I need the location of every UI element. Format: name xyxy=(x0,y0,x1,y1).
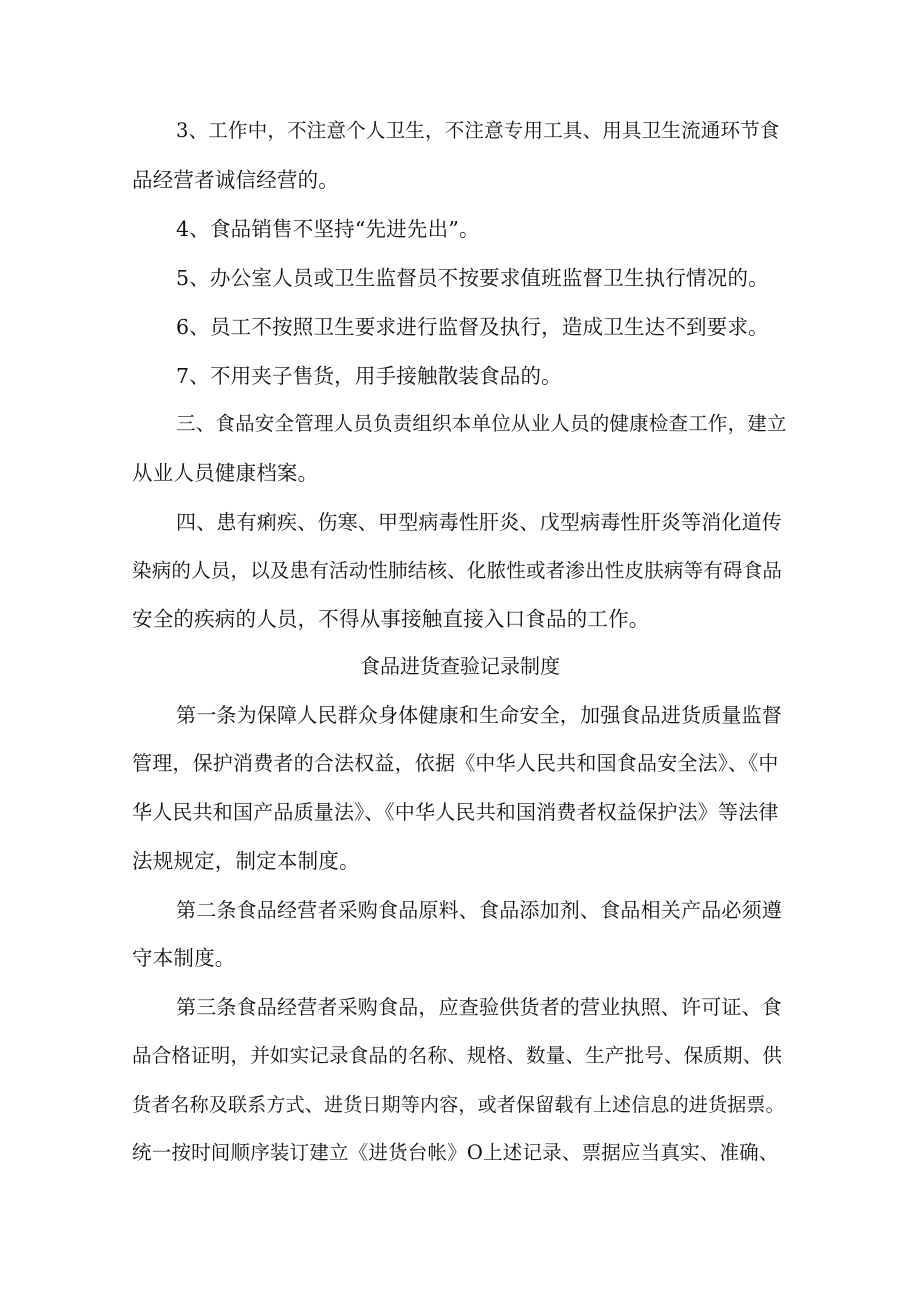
paragraph-three-line-2: 从业人员健康档案。 xyxy=(132,461,319,485)
paragraph-item-7: 7、不用夹子售货，用手接触散装食品的。 xyxy=(176,364,562,388)
paragraph-four-line-2: 染病的人员，以及患有活动性肺结核、化脓性或者渗出性皮肤病等有碍食品 xyxy=(132,559,783,582)
article-1-line-4: 法规规定，制定本制度。 xyxy=(132,849,360,873)
article-3-line-1: 第三条食品经营者采购食品，应查验供货者的营业执照、许可证、食 xyxy=(176,995,782,1019)
article-2-line-2: 守本制度。 xyxy=(132,946,236,970)
article-1-line-1: 第一条为保障人民群众身体健康和生命安全，加强食品进货质量监督 xyxy=(176,703,782,727)
article-1-line-2: 管理，保护消费者的合法权益，依据《中华人民共和国食品安全法》、《中 xyxy=(132,751,779,775)
paragraph-item-4: 4、食品销售不坚持“先进先出”。 xyxy=(176,217,480,241)
paragraph-item-3-line-2: 品经营者诚信经营的。 xyxy=(132,168,339,192)
article-3-line-2: 品合格证明，并如实记录食品的名称、规格、数量、生产批号、保质期、供 xyxy=(132,1044,783,1067)
section-heading: 食品进货查验记录制度 xyxy=(360,654,560,678)
paragraph-item-6: 6、员工不按照卫生要求进行监督及执行，造成卫生达不到要求。 xyxy=(176,315,769,339)
paragraph-item-5: 5、办公室人员或卫生监督员不按要求值班监督卫生执行情况的。 xyxy=(176,266,769,290)
paragraph-item-3-line-1: 3、工作中，不注意个人卫生，不注意专用工具、用具卫生流通环节食 xyxy=(176,119,780,142)
article-1-line-3: 华人民共和国产品质量法》、《中华人民共和国消费者权益保护法》等法律 xyxy=(132,800,779,824)
article-2-line-1: 第二条食品经营者采购食品原料、食品添加剂、食品相关产品必须遵 xyxy=(176,898,782,922)
paragraph-three-line-1: 三、食品安全管理人员负责组织本单位从业人员的健康检查工作，建立 xyxy=(176,412,787,435)
paragraph-four-line-3: 安全的疾病的人员，不得从事接触直接入口食品的工作。 xyxy=(132,607,650,631)
article-3-line-4: 统一按时间顺序装订建立《进货台帐》O上述记录、票据应当真实、准确、 xyxy=(132,1141,779,1164)
paragraph-four-line-1: 四、患有痢疾、伤寒、甲型病毒性肝炎、戊型病毒性肝炎等消化道传 xyxy=(176,510,782,534)
article-3-line-3: 货者名称及联系方式、进货日期等内容，或者保留载有上述信息的进货据票。 xyxy=(132,1094,785,1116)
